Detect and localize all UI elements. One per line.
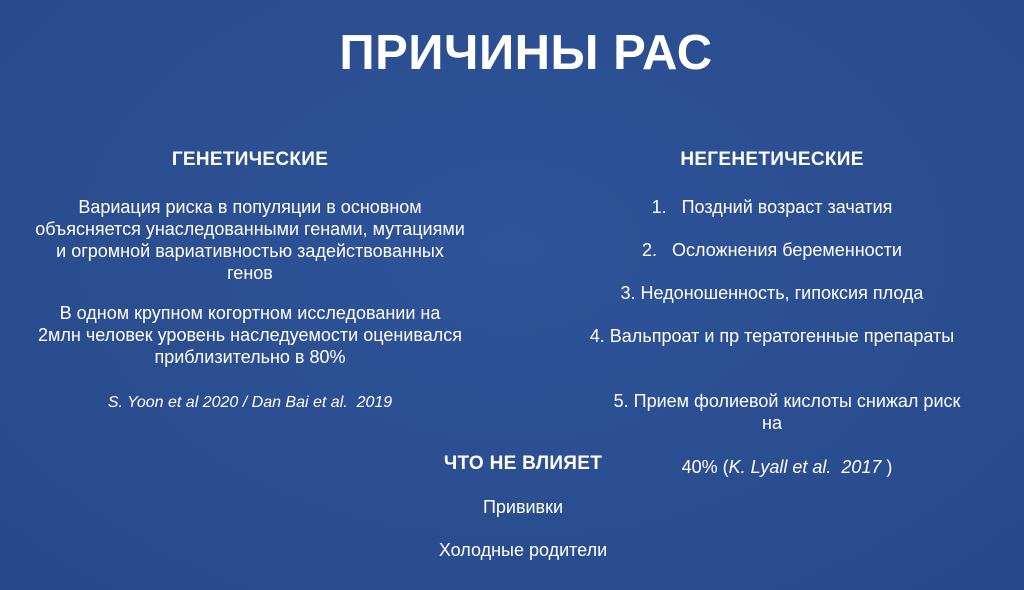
nongenetic-item-5-citation: K. Lyall et al. 2017 [728, 457, 887, 477]
genetic-paragraph-2-line: В одном крупном когортном исследовании на [59, 303, 441, 323]
genetic-paragraph-2-line: приблизительно в 80% [154, 347, 346, 367]
nongenetic-item-1: 1. Поздний возраст зачатия [651, 197, 893, 217]
genetic-heading: ГЕНЕТИЧЕСКИЕ [171, 149, 329, 170]
genetic-paragraph-1-line: генов [227, 263, 273, 283]
nongenetic-item-2: 2. Осложнения беременности [642, 240, 902, 260]
slide-title: ПРИЧИНЫ РАС [339, 26, 713, 80]
genetic-paragraph-2 [30, 302, 470, 368]
genetic-section [30, 148, 470, 413]
genetic-citation: S. Yoon et al 2020 / Dan Bai et al. 2019 [107, 394, 393, 411]
nongenetic-item-4: 4. Вальпроат и пр тератогенные препараты [589, 326, 955, 346]
nongenetic-section [572, 148, 972, 500]
genetic-paragraph-2-line: 2млн человек уровень наследуемости оценивался [38, 325, 462, 345]
nongenetic-heading: НЕГЕНЕТИЧЕСКИЕ [680, 149, 864, 170]
not-influencing-section [323, 452, 723, 582]
genetic-paragraph-1-line: Вариация риска в популяции в основном [78, 197, 422, 217]
nongenetic-item-5-suffix: ) [886, 457, 893, 477]
genetic-paragraph-1-line: и огромной вариативностью задействованных [56, 241, 444, 261]
genetic-paragraph-1-line: объясняется унаследованными генами, мутациями [35, 219, 465, 239]
not-influencing-item-1: Прививки [482, 497, 564, 517]
genetic-paragraph-1 [30, 196, 470, 284]
not-influencing-item-2: Холодные родители [438, 540, 608, 560]
nongenetic-item-5-prefix: 40% ( [681, 457, 729, 477]
nongenetic-item-3: 3. Недоношенность, гипоксия плода [620, 283, 924, 303]
nongenetic-item-5-line-1: 5. Прием фолиевой кислоты снижал риск на [613, 391, 966, 433]
not-influencing-heading: ЧТО НЕ ВЛИЯЕТ [443, 453, 603, 474]
